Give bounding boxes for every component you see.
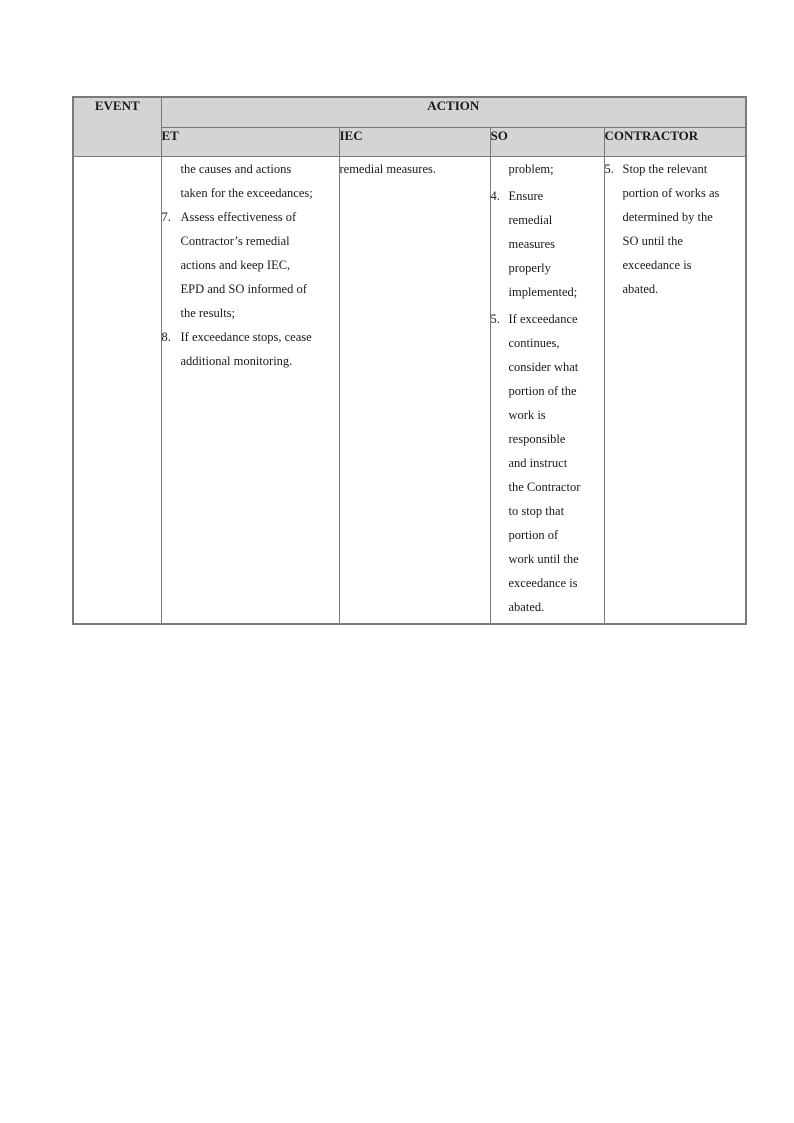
text-line: portion of works as xyxy=(622,186,720,200)
text-line: to stop that xyxy=(508,504,565,518)
text-line: abated. xyxy=(508,600,545,614)
action-header: ACTION xyxy=(161,97,746,128)
text-line: the causes and actions xyxy=(180,162,292,176)
text-line: work is xyxy=(508,408,546,422)
text-line: and instruct xyxy=(508,456,568,470)
item-number: 8. xyxy=(161,330,171,344)
text-line: remedial measures. xyxy=(339,162,436,176)
so-cell xyxy=(490,157,604,625)
contractor-item-5 xyxy=(605,157,746,301)
text-line: consider what xyxy=(508,360,579,374)
et-item-8 xyxy=(162,325,339,373)
text-line: exceedance is xyxy=(622,258,692,272)
event-action-table xyxy=(72,96,747,625)
et-cell xyxy=(161,157,339,625)
iec-cell xyxy=(339,157,490,625)
text-line: determined by the xyxy=(622,210,713,224)
text-line: portion of xyxy=(508,528,559,542)
so-item-4 xyxy=(491,184,604,304)
item-number: 4. xyxy=(490,189,500,203)
et-continued-text xyxy=(162,157,339,205)
text-line: actions and keep IEC, xyxy=(180,258,291,272)
text-line: portion of the xyxy=(508,384,577,398)
text-line: taken for the exceedances; xyxy=(180,186,313,200)
text-line: abated. xyxy=(622,282,659,296)
et-item-7 xyxy=(162,205,339,325)
text-line: If exceedance stops, cease xyxy=(180,330,312,344)
contractor-header: CONTRACTOR xyxy=(604,128,746,157)
text-line: the results; xyxy=(180,306,236,320)
event-header: EVENT xyxy=(73,97,161,157)
so-item-5 xyxy=(491,307,604,619)
text-line: If exceedance xyxy=(508,312,578,326)
text-line: implemented; xyxy=(508,285,578,299)
text-line: properly xyxy=(508,261,551,275)
text-line: Stop the relevant xyxy=(622,162,708,176)
item-number: 5. xyxy=(604,162,614,176)
text-line: work until the xyxy=(508,552,579,566)
text-line: additional monitoring. xyxy=(180,354,293,368)
item-number: 7. xyxy=(161,210,171,224)
text-line: problem; xyxy=(508,162,554,176)
text-line: Assess effectiveness of xyxy=(180,210,297,224)
text-line: responsible xyxy=(508,432,566,446)
event-cell xyxy=(73,157,161,625)
text-line: Contractor’s remedial xyxy=(180,234,290,248)
et-header: ET xyxy=(161,128,339,157)
text-line: the Contractor xyxy=(508,480,581,494)
contractor-cell xyxy=(604,157,746,625)
item-number: 5. xyxy=(490,312,500,326)
so-header: SO xyxy=(490,128,604,157)
text-line: EPD and SO informed of xyxy=(180,282,307,296)
iec-header: IEC xyxy=(339,128,490,157)
text-line: exceedance is xyxy=(508,576,578,590)
text-line: SO until the xyxy=(622,234,683,248)
so-continued-text xyxy=(491,157,604,181)
text-line: Ensure xyxy=(508,189,544,203)
text-line: remedial xyxy=(508,213,553,227)
text-line: continues, xyxy=(508,336,560,350)
text-line: measures xyxy=(508,237,556,251)
